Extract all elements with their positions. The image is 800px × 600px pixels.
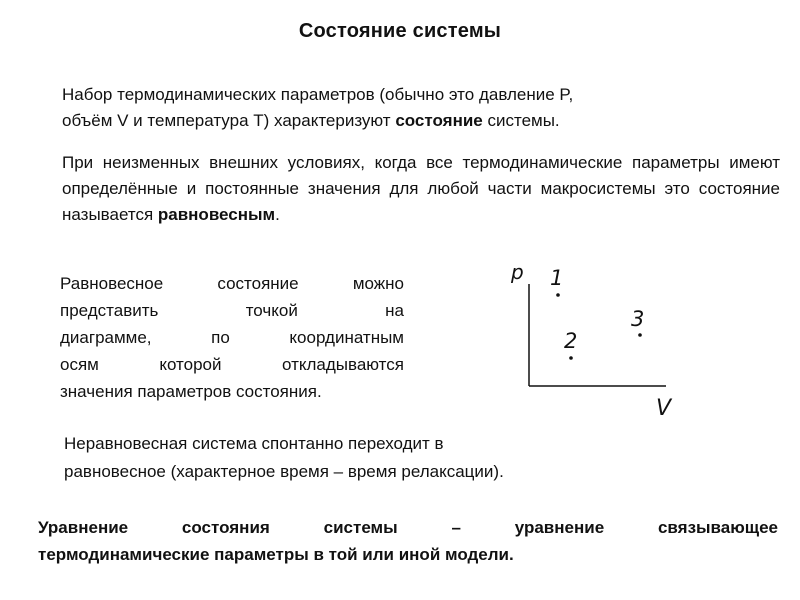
point-1-label: 1 [550, 266, 564, 290]
p1-line2-pre: объём V и температура T) характеризуют [62, 111, 396, 130]
point-2 [569, 356, 573, 360]
point-3-label: 3 [631, 307, 645, 331]
point-1 [556, 293, 560, 297]
point-2-label: 2 [564, 329, 578, 353]
p1-line1: Набор термодинамических параметров (обычно это давление P, [62, 85, 574, 104]
p3-line: представить точкой на [60, 301, 404, 320]
pv-diagram-svg [500, 252, 690, 422]
paragraph-nonequilibrium [64, 430, 684, 486]
p3-line: Равновесное состояние можно [60, 274, 404, 293]
p2-bold-equilibrium: равновесным [157, 205, 276, 224]
p3-line: диаграмме, по координатным [60, 328, 404, 347]
p4-line1: Неравновесная система спонтанно переходит в [64, 434, 444, 453]
point-3 [638, 333, 642, 337]
y-axis-label: p [511, 260, 524, 284]
p3-line: осям которой откладываются [60, 355, 404, 374]
p1-bold-state: состояние [395, 111, 483, 130]
paragraph-equilibrium [62, 150, 780, 228]
p5-line2: термодинамические параметры в той или иной модели. [38, 545, 514, 564]
p2-text-post: . [275, 205, 280, 224]
paragraph-diagram-description [60, 270, 404, 405]
paragraph-parameters [62, 82, 742, 134]
p2-text-pre: При неизменных внешних условиях, когда все термодинамические параметры имеют определённые и постоянные значения для любой части макросистемы это состояние называется [62, 153, 780, 224]
slide-title: Состояние системы [298, 20, 502, 42]
paragraph-equation-of-state [38, 514, 778, 568]
p5-line1: Уравнение состояния системы – уравнение связывающее [38, 518, 778, 537]
pv-diagram [500, 252, 690, 422]
p3-line: значения параметров состояния. [60, 382, 322, 401]
x-axis-label: V [656, 396, 672, 421]
p1-line2-post: системы. [482, 111, 560, 130]
p4-line2: равновесное (характерное время – время релаксации). [64, 462, 504, 481]
